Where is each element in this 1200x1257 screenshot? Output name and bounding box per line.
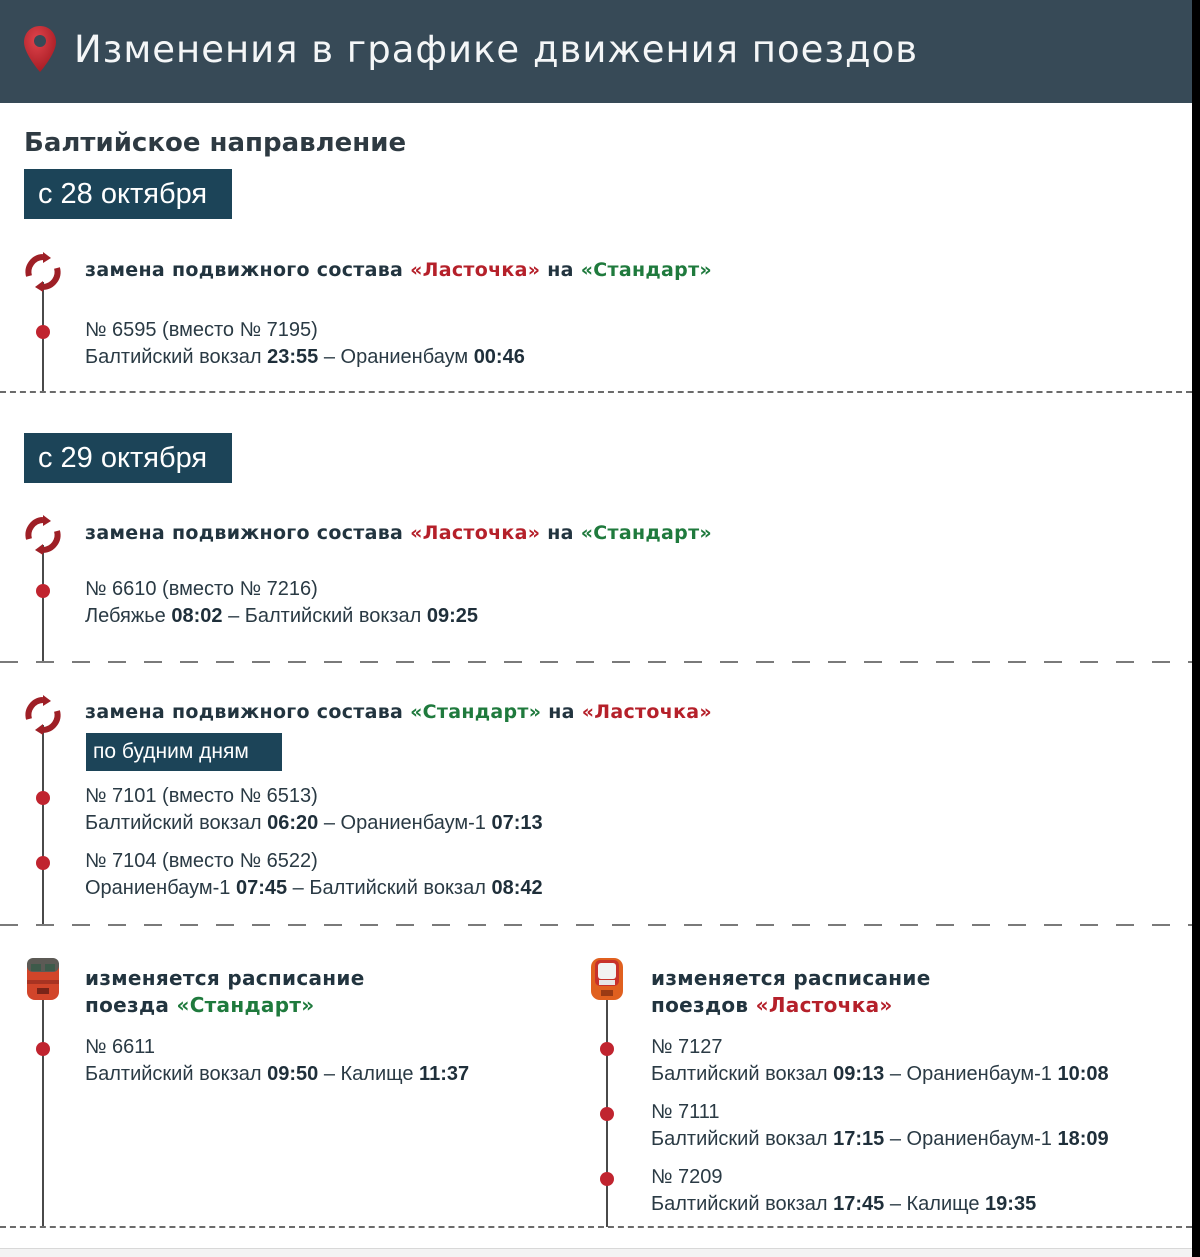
block-heading (85, 522, 712, 544)
to-station: Балтийский вокзал (309, 877, 486, 899)
from-station: Балтийский вокзал (651, 1063, 828, 1085)
page-title: Изменения в графике движения поездов (74, 28, 919, 71)
heading-from-type: «Стандарт» (410, 701, 542, 723)
train-entry (85, 783, 543, 837)
dash: – (323, 1063, 335, 1085)
heading-connector: на (548, 701, 575, 723)
header-bar (0, 0, 1192, 103)
train-entry (651, 1099, 1109, 1153)
cycle-arrows-icon (23, 252, 63, 292)
heading-prefix: поезда (85, 993, 170, 1017)
train-route (651, 1061, 1109, 1088)
train-type: «Ласточка» (755, 993, 893, 1017)
timeline-dot (36, 325, 50, 339)
departure-time: 17:45 (833, 1193, 885, 1215)
section-divider (0, 391, 1192, 393)
heading-to-type: «Стандарт» (580, 259, 712, 281)
timeline-dot (36, 1042, 50, 1056)
timeline-dot (600, 1107, 614, 1121)
map-pin-icon (22, 24, 58, 74)
train-entry (85, 576, 478, 630)
departure-time: 23:55 (267, 346, 319, 368)
block-heading (85, 701, 712, 723)
heading-prefix: замена подвижного состава (85, 701, 404, 723)
train-number: № 7127 (651, 1036, 723, 1058)
dash: – (292, 877, 304, 899)
to-station: Ораниенбаум-1 (906, 1063, 1052, 1085)
arrival-time: 09:25 (426, 605, 479, 627)
direction-title: Балтийское направление (24, 128, 407, 158)
from-station: Балтийский вокзал (651, 1193, 828, 1215)
train-entry (85, 1034, 469, 1088)
heading-connector: на (547, 522, 574, 544)
train-route (651, 1126, 1109, 1153)
from-station: Балтийский вокзал (85, 346, 262, 368)
arrival-time: 08:42 (491, 877, 543, 899)
heading-line2 (651, 992, 931, 1019)
cycle-arrows-icon (23, 515, 63, 555)
arrival-time: 11:37 (419, 1063, 470, 1085)
bottom-edge (0, 1248, 1192, 1257)
heading-to-type: «Стандарт» (580, 522, 712, 544)
train-type: «Стандарт» (176, 993, 315, 1017)
to-station: Ораниенбаум-1 (340, 812, 486, 834)
departure-time: 17:15 (833, 1128, 885, 1150)
from-station: Лебяжье (85, 605, 166, 627)
departure-time: 09:50 (267, 1063, 319, 1085)
train-number: № 6595 (вместо № 7195) (85, 319, 318, 341)
timeline-dot (36, 791, 50, 805)
arrival-time: 07:13 (491, 812, 543, 834)
dash: – (889, 1063, 901, 1085)
block-heading (85, 259, 712, 281)
departure-time: 06:20 (267, 812, 319, 834)
train-number: № 7111 (651, 1101, 720, 1123)
weekdays-badge: по будним дням (86, 733, 282, 771)
to-station: Калище (906, 1193, 980, 1215)
standart-train-icon (25, 956, 61, 1002)
departure-time: 09:13 (833, 1063, 885, 1085)
timeline-line (42, 545, 44, 663)
dash: – (889, 1128, 901, 1150)
from-station: Балтийский вокзал (85, 812, 262, 834)
heading-line1: изменяется расписание (85, 966, 365, 990)
train-route (651, 1191, 1036, 1218)
train-number: № 6610 (вместо № 7216) (85, 578, 318, 600)
timeline-line (42, 725, 44, 925)
dash: – (228, 605, 240, 627)
schedule-change-heading (651, 965, 931, 1019)
arrival-time: 18:09 (1057, 1128, 1109, 1150)
train-entry (85, 317, 525, 371)
heading-prefix: замена подвижного состава (85, 522, 404, 544)
dash: – (323, 346, 335, 368)
timeline-dot (600, 1042, 614, 1056)
train-route (85, 344, 525, 371)
date-badge-oct-29: с 29 октября (24, 433, 232, 483)
heading-to-type: «Ласточка» (581, 701, 712, 723)
block-divider (0, 924, 1192, 926)
heading-prefix: замена подвижного состава (85, 259, 404, 281)
to-station: Ораниенбаум-1 (906, 1128, 1052, 1150)
from-station: Ораниенбаум-1 (85, 877, 231, 899)
heading-prefix: поездов (651, 993, 749, 1017)
heading-line1: изменяется расписание (651, 966, 931, 990)
train-number: № 6611 (85, 1036, 156, 1058)
to-station: Ораниенбаум (340, 346, 469, 368)
timeline-dot (36, 856, 50, 870)
block-divider (0, 661, 1192, 663)
timeline-dot (600, 1172, 614, 1186)
to-station: Балтийский вокзал (244, 605, 422, 627)
section-divider (0, 1226, 1192, 1228)
arrival-time: 10:08 (1057, 1063, 1109, 1085)
from-station: Балтийский вокзал (651, 1128, 828, 1150)
train-route (85, 603, 478, 630)
train-entry (85, 848, 543, 902)
heading-from-type: «Ласточка» (410, 259, 541, 281)
train-route (85, 1061, 469, 1088)
dash: – (323, 812, 335, 834)
heading-connector: на (547, 259, 574, 281)
heading-line2 (85, 992, 365, 1019)
timeline-dot (36, 584, 50, 598)
departure-time: 07:45 (235, 877, 288, 899)
train-entry (651, 1164, 1036, 1218)
train-entry (651, 1034, 1109, 1088)
departure-time: 08:02 (171, 605, 223, 627)
lastochka-train-icon (589, 956, 625, 1002)
date-badge-oct-28: с 28 октября (24, 169, 232, 219)
train-route (85, 810, 543, 837)
train-number: № 7104 (вместо № 6522) (85, 850, 318, 872)
cycle-arrows-icon (23, 695, 63, 735)
right-edge (1192, 0, 1200, 1257)
from-station: Балтийский вокзал (85, 1063, 262, 1085)
arrival-time: 19:35 (985, 1193, 1037, 1215)
schedule-change-heading (85, 965, 365, 1019)
arrival-time: 00:46 (473, 346, 525, 368)
to-station: Калище (340, 1063, 414, 1085)
timeline-line (42, 1000, 44, 1227)
dash: – (889, 1193, 901, 1215)
train-number: № 7209 (651, 1166, 723, 1188)
train-number: № 7101 (вместо № 6513) (85, 785, 318, 807)
train-route (85, 875, 543, 902)
heading-from-type: «Ласточка» (410, 522, 541, 544)
